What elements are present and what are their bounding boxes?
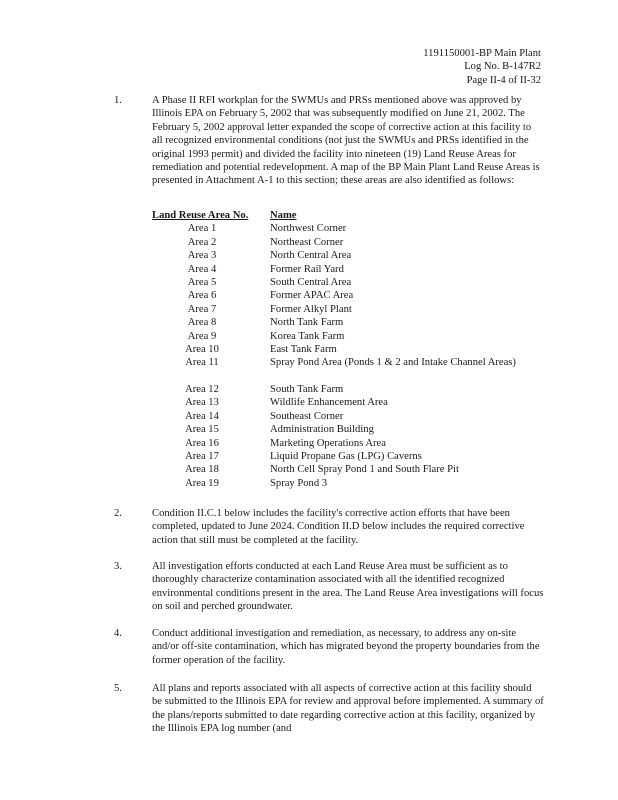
area-name: South Tank Farm bbox=[270, 384, 344, 396]
area-number: Area 1 bbox=[187, 223, 217, 235]
paragraph-text: All plans and reports associated with all aspects of corrective action at this facility should be submitted to the Illinois EPA for review and approval before implemented. A summary of the plans/reports submitted to date regarding corrective action at this facility, organized by the Illinois EPA log number (and bbox=[152, 683, 544, 735]
area-name: Spray Pond 3 bbox=[270, 477, 328, 489]
area-number: Area 2 bbox=[187, 236, 217, 248]
column-header-name: Name bbox=[270, 210, 297, 221]
area-name: East Tank Farm bbox=[270, 343, 337, 355]
table-row bbox=[152, 343, 532, 356]
area-name: Northwest Corner bbox=[270, 223, 347, 235]
area-name: Former Rail Yard bbox=[270, 263, 344, 275]
table-row bbox=[152, 437, 532, 450]
area-number: Area 9 bbox=[187, 330, 217, 342]
area-number: Area 13 bbox=[185, 397, 219, 409]
paragraph-number: 1. bbox=[114, 95, 122, 106]
table-header bbox=[152, 209, 532, 222]
area-number: Area 11 bbox=[185, 357, 219, 369]
area-number: Area 12 bbox=[185, 384, 219, 396]
table-row bbox=[152, 289, 532, 302]
table-row bbox=[152, 463, 532, 476]
table-row bbox=[152, 423, 532, 436]
table-row bbox=[152, 236, 532, 249]
paragraph-number: 4. bbox=[114, 628, 122, 639]
table-row bbox=[152, 249, 532, 262]
facility-id: 1191150001-BP Main Plant bbox=[423, 48, 541, 59]
table-row bbox=[152, 356, 532, 383]
paragraph-text: All investigation efforts conducted at each Land Reuse Area must be sufficient as to thoroughly characterize contamination associated with all the identified recognized environmental conditions present in the area. The Land Reuse Area investigations will focus on soil and perched groundwater. bbox=[152, 561, 544, 613]
area-number: Area 15 bbox=[185, 424, 219, 436]
table-row bbox=[152, 410, 532, 423]
area-number: Area 19 bbox=[185, 477, 219, 489]
area-name: Northeast Corner bbox=[270, 236, 344, 248]
table-row bbox=[152, 276, 532, 289]
area-name: Liquid Propane Gas (LPG) Caverns bbox=[270, 451, 422, 463]
log-number: Log No. B-147R2 bbox=[464, 61, 541, 73]
area-number: Area 8 bbox=[187, 317, 217, 329]
paragraph-number: 3. bbox=[114, 561, 122, 572]
area-name: North Central Area bbox=[270, 250, 352, 262]
area-number: Area 16 bbox=[185, 437, 219, 449]
table-row bbox=[152, 330, 532, 343]
table-row bbox=[152, 303, 532, 316]
area-number: Area 18 bbox=[185, 464, 219, 476]
area-number: Area 14 bbox=[185, 410, 219, 422]
paragraph-text: A Phase II RFI workplan for the SWMUs and PRSs mentioned above was approved by Illinois EPA on February 5, 2002 that was subsequently modified on June 21, 2002. The February 5, 2002 approval letter expanded the scope of corrective action at this facility to all recognized environmental conditions (not just the SWMUs and PRSs identified in the original 1993 permit) and divided the facility into nineteen (19) Land Reuse Areas for remediation and potential redevelopment. A map of the BP Main Plant Land Reuse Areas is presented in Attachment A-1 to this section; these areas are also identified as follows: bbox=[152, 95, 540, 187]
area-name: Korea Tank Farm bbox=[270, 330, 345, 342]
column-header-area-no: Land Reuse Area No. bbox=[152, 210, 249, 221]
area-name: Former Alkyl Plant bbox=[270, 303, 352, 315]
area-number: Area 4 bbox=[187, 263, 217, 275]
paragraph-number: 5. bbox=[114, 683, 122, 694]
page-header bbox=[423, 47, 541, 87]
paragraph-text: Conduct additional investigation and remediation, as necessary, to address any on-site and/or off-site contamination, which has migrated beyond the property boundaries from the former operation of the facility. bbox=[152, 628, 540, 666]
area-number: Area 3 bbox=[187, 250, 217, 262]
area-number: Area 6 bbox=[187, 290, 217, 302]
area-name: Spray Pond Area (Ponds 1 & 2 and Intake Channel Areas) bbox=[270, 357, 516, 369]
area-name: Wildlife Enhancement Area bbox=[270, 397, 388, 409]
area-name: Former APAC Area bbox=[270, 290, 354, 302]
table-row bbox=[152, 477, 532, 490]
table-row bbox=[152, 222, 532, 235]
area-name: Administration Building bbox=[270, 424, 374, 436]
area-name: North Cell Spray Pond 1 and South Flare Pit bbox=[270, 464, 459, 476]
table-row bbox=[152, 383, 532, 396]
area-number: Area 10 bbox=[185, 343, 219, 355]
table-row bbox=[152, 450, 532, 463]
table-row bbox=[152, 396, 532, 409]
area-name: South Central Area bbox=[270, 276, 352, 288]
paragraph-text: Condition II.C.1 below includes the facility's corrective action efforts that have been completed, updated to June 2024. Condition II.D below includes the required corrective action that still must be completed at the facility. bbox=[152, 508, 525, 546]
area-number: Area 5 bbox=[187, 276, 217, 288]
table-row bbox=[152, 263, 532, 276]
area-name: Marketing Operations Area bbox=[270, 437, 386, 449]
paragraph-number: 2. bbox=[114, 508, 122, 519]
area-number: Area 17 bbox=[185, 451, 219, 463]
table-row bbox=[152, 316, 532, 329]
area-name: Southeast Corner bbox=[270, 410, 344, 422]
area-name: North Tank Farm bbox=[270, 317, 344, 329]
area-number: Area 7 bbox=[187, 303, 217, 315]
land-reuse-area-table bbox=[152, 209, 532, 490]
page-number: Page II-4 of II-32 bbox=[466, 74, 541, 86]
